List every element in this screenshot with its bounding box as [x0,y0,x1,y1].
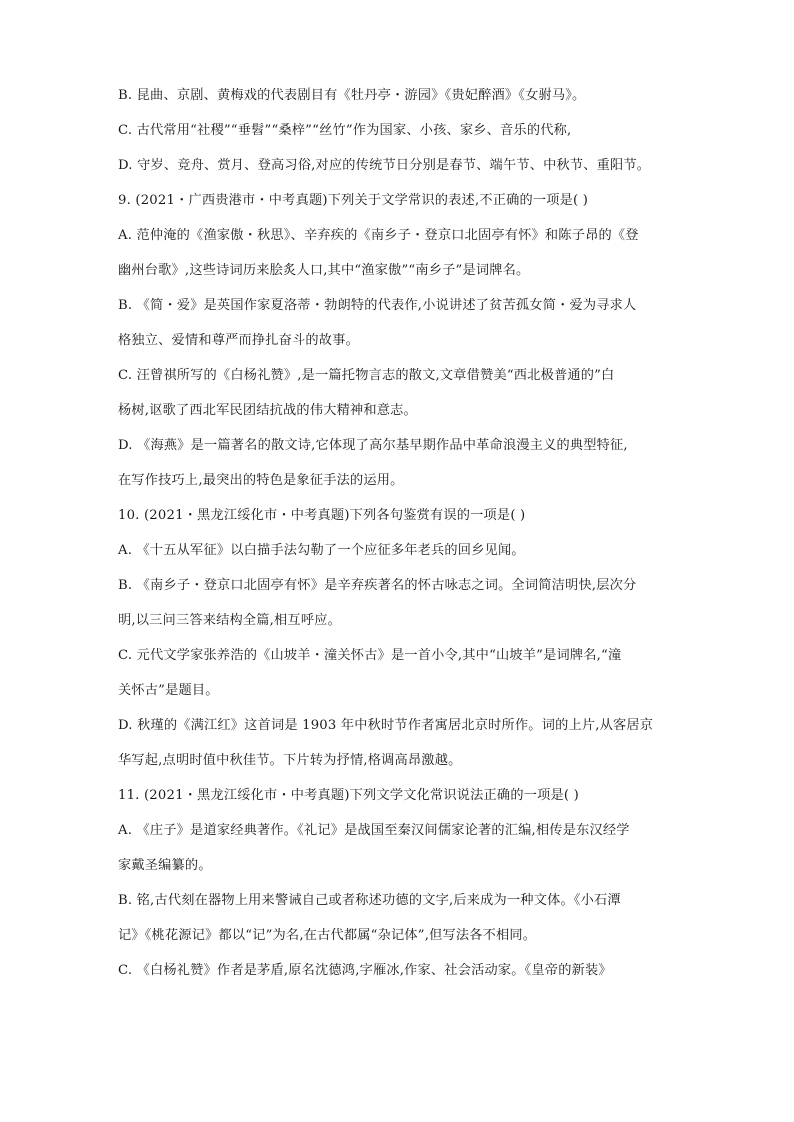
text-line: C. 古代常用“社稷”“垂髫”“桑梓”“丝竹”作为国家、小孩、家乡、音乐的代称, [118,123,572,138]
text-line: B. 昆曲、京剧、黄梅戏的代表剧目有《牡丹亭・游园》《贵妃醉酒》《女驸马》。 [118,88,586,103]
text-line: B. 《南乡子・登京口北固亭有怀》是辛弃疾著名的怀古咏志之词。全词简洁明快,层次分 [118,578,637,593]
text-line: A. 范仲淹的《渔家傲・秋思》、辛弃疾的《南乡子・登京口北固亭有怀》和陈子昂的《登 [118,228,639,243]
text-line: B. 《简・爱》是英国作家夏洛蒂・勃朗特的代表作,小说讲述了贫苦孤女简・爱为寻求人 [118,298,637,313]
text-line: 家戴圣编纂的。 [118,858,212,873]
text-line: C. 汪曾祺所写的《白杨礼赞》,是一篇托物言志的散文,文章借赞美“西北极普通的”白 [118,368,615,383]
text-line: 格独立、爱情和尊严而挣扎奋斗的故事。 [118,333,359,348]
question-10-stem: 10. (2021・黑龙江绥化市・中考真题)下列各句鉴赏有误的一项是( ) [118,508,526,523]
text-line: C. 《白杨礼赞》作者是茅盾,原名沈德鸿,字雁冰,作家、社会活动家。《皇帝的新装》 [118,963,612,978]
text-line: B. 铭,古代刻在器物上用来警诫自己或者称述功德的文字,后来成为一种文体。《小石潭 [118,893,621,908]
text-line: 在写作技巧上,最突出的特色是象征手法的运用。 [118,473,404,488]
text-line: A. 《庄子》是道家经典著作。《礼记》是战国至秦汉间儒家论著的汇编,相传是东汉经学 [118,823,630,838]
text-line: 华写起,点明时值中秋佳节。下片转为抒情,格调高昂激越。 [118,753,462,768]
text-line: C. 元代文学家张养浩的《山坡羊・潼关怀古》是一首小令,其中“山坡羊”是词牌名,“潼 [118,648,622,663]
text-line: D. 秋瑾的《满江红》这首词是 1903 年中秋时节作者寓居北京时所作。词的上片,从客居京 [118,718,654,733]
text-line: 杨树,讴歌了西北军民团结抗战的伟大精神和意志。 [118,403,417,418]
text-line: D. 《海燕》是一篇著名的散文诗,它体现了高尔基早期作品中革命浪漫主义的典型特征, [118,438,628,453]
question-9-stem: 9. (2021・广西贵港市・中考真题)下列关于文学常识的表述,不正确的一项是( ) [118,193,589,208]
text-line: 明,以三问三答来结构全篇,相互呼应。 [118,613,341,628]
text-line: 关怀古”是题目。 [118,683,219,698]
question-11-stem: 11. (2021・黑龙江绥化市・中考真题)下列文学文化常识说法正确的一项是( ) [118,788,579,803]
text-line: 记》《桃花源记》都以“记”为名,在古代都属“杂记体”,但写法各不相同。 [118,928,537,943]
text-line: D. 守岁、竞舟、赏月、登高习俗,对应的传统节日分别是春节、端午节、中秋节、重阳节。 [118,158,651,173]
text-line: 幽州台歌》,这些诗词历来脍炙人口,其中“渔家傲”“南乡子”是词牌名。 [118,263,530,278]
text-line: A. 《十五从军征》以白描手法勾勒了一个应征多年老兵的回乡见闻。 [118,543,525,558]
